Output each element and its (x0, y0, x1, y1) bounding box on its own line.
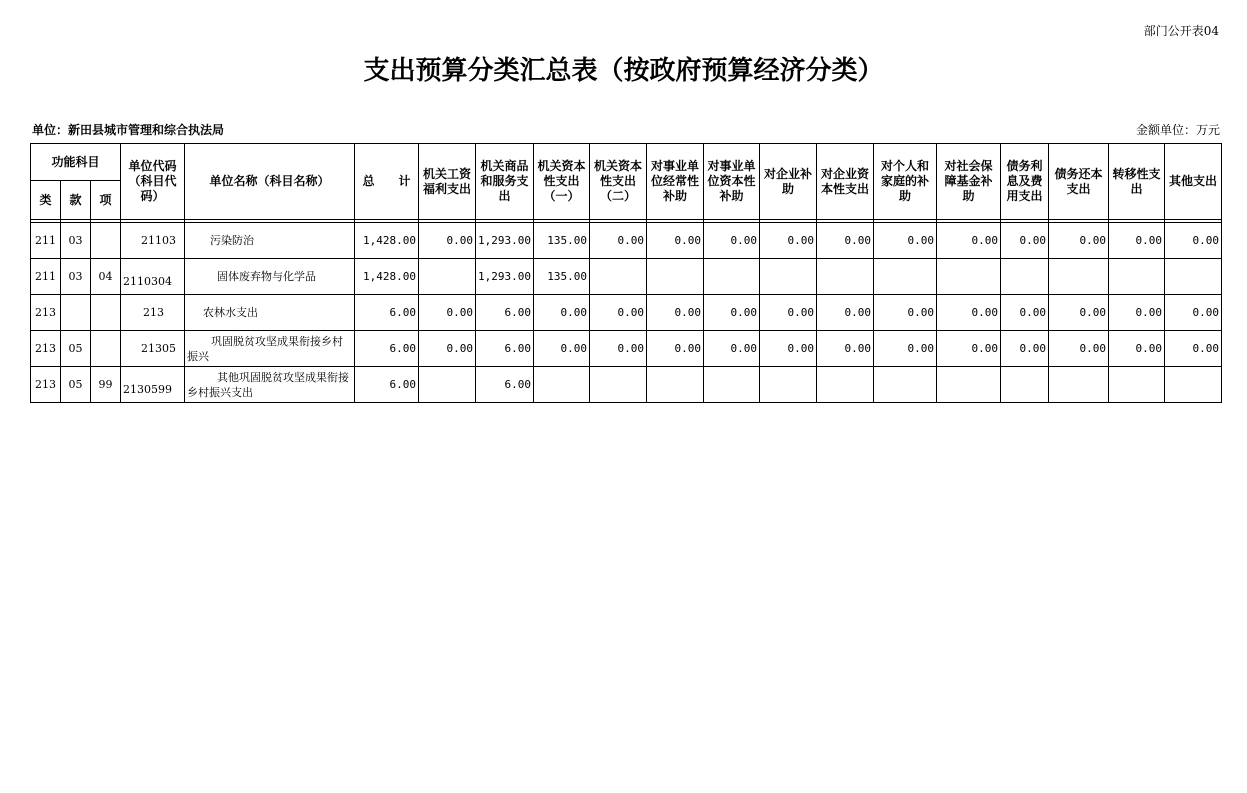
cell-amount: 135.00 (533, 259, 589, 295)
cell-amount: 0.00 (589, 223, 646, 259)
cell-amount (816, 259, 873, 295)
cell-name: 巩固脱贫攻坚成果衔接乡村振兴 (185, 331, 355, 367)
table-body (31, 220, 1222, 403)
cell-amount (1108, 367, 1164, 403)
cell-amount (589, 259, 646, 295)
cell-amount: 6.00 (355, 295, 419, 331)
cell-amount: 0.00 (1000, 223, 1048, 259)
cell-amount: 0.00 (1000, 295, 1048, 331)
cell-amount: 0.00 (533, 331, 589, 367)
cell-amount (873, 367, 936, 403)
cell-lei: 213 (31, 295, 61, 331)
cell-amount: 0.00 (1048, 223, 1108, 259)
cell-amount (1048, 367, 1108, 403)
cell-amount (533, 367, 589, 403)
cell-amount: 0.00 (646, 223, 703, 259)
cell-amount: 0.00 (533, 295, 589, 331)
cell-amount: 0.00 (646, 331, 703, 367)
cell-amount: 0.00 (419, 223, 476, 259)
cell-amount: 0.00 (759, 331, 816, 367)
cell-lei: 211 (31, 259, 61, 295)
header-xiang: 项 (91, 181, 121, 220)
header-col10: 对社会保障基金补助 (936, 144, 1000, 220)
cell-amount: 0.00 (1164, 331, 1221, 367)
cell-amount: 0.00 (1108, 331, 1164, 367)
cell-amount (703, 259, 759, 295)
header-col4: 机关资本性支出（二） (589, 144, 646, 220)
cell-amount: 0.00 (936, 295, 1000, 331)
cell-amount (759, 367, 816, 403)
cell-kuan: 03 (61, 259, 91, 295)
header-col1: 机关工资福利支出 (419, 144, 476, 220)
cell-amount: 0.00 (703, 331, 759, 367)
unit-label: 单位：新田县城市管理和综合执法局 (32, 123, 225, 137)
header-col5: 对事业单位经常性补助 (646, 144, 703, 220)
cell-amount (1048, 259, 1108, 295)
table-row (31, 259, 1222, 295)
header-col12: 债务还本支出 (1048, 144, 1108, 220)
cell-amount: 0.00 (759, 295, 816, 331)
cell-code: 2110304 (121, 259, 185, 295)
header-lei: 类 (31, 181, 61, 220)
cell-kuan: 03 (61, 223, 91, 259)
cell-amount: 0.00 (1108, 223, 1164, 259)
cell-amount: 1,428.00 (355, 259, 419, 295)
cell-lei: 211 (31, 223, 61, 259)
cell-amount: 0.00 (703, 295, 759, 331)
cell-amount: 0.00 (1108, 295, 1164, 331)
header-col8: 对企业资本性支出 (816, 144, 873, 220)
cell-lei: 213 (31, 367, 61, 403)
cell-amount: 6.00 (476, 295, 534, 331)
cell-amount: 0.00 (816, 295, 873, 331)
form-number: 部门公开表04 (1143, 24, 1219, 38)
cell-amount (1000, 259, 1048, 295)
table-row (31, 331, 1222, 367)
header-col14: 其他支出 (1164, 144, 1221, 220)
cell-amount (589, 367, 646, 403)
cell-amount: 6.00 (355, 367, 419, 403)
cell-xiang: 04 (91, 259, 121, 295)
cell-amount (1164, 259, 1221, 295)
cell-amount (936, 259, 1000, 295)
header-col7: 对企业补助 (759, 144, 816, 220)
header-col6: 对事业单位资本性补助 (703, 144, 759, 220)
header-col2: 机关商品和服务支出 (476, 144, 534, 220)
cell-amount: 1,293.00 (476, 259, 534, 295)
header-unit-name: 单位名称（科目名称） (185, 144, 355, 220)
cell-xiang: 99 (91, 367, 121, 403)
cell-amount: 0.00 (816, 223, 873, 259)
amount-unit-label: 金额单位：万元 (1135, 123, 1220, 137)
cell-amount (1108, 259, 1164, 295)
cell-amount: 6.00 (355, 331, 419, 367)
cell-kuan (61, 295, 91, 331)
cell-name: 固体废弃物与化学品 (185, 259, 355, 295)
cell-amount: 0.00 (589, 295, 646, 331)
cell-amount: 0.00 (873, 295, 936, 331)
cell-name: 农林水支出 (185, 295, 355, 331)
table-row (31, 295, 1222, 331)
header-col9: 对个人和家庭的补助 (873, 144, 936, 220)
cell-amount (873, 259, 936, 295)
cell-amount: 0.00 (873, 331, 936, 367)
cell-amount (419, 259, 476, 295)
cell-amount (646, 259, 703, 295)
cell-amount: 0.00 (1164, 295, 1221, 331)
cell-amount: 0.00 (873, 223, 936, 259)
header-func-subject: 功能科目 (31, 144, 121, 181)
cell-amount: 0.00 (816, 331, 873, 367)
header-total: 总 计 (355, 144, 419, 220)
cell-amount: 0.00 (419, 331, 476, 367)
cell-amount: 0.00 (646, 295, 703, 331)
page-title: 支出预算分类汇总表（按政府预算经济分类） (363, 56, 884, 86)
cell-amount: 6.00 (476, 367, 534, 403)
cell-amount: 1,428.00 (355, 223, 419, 259)
cell-amount: 0.00 (703, 223, 759, 259)
cell-amount: 135.00 (533, 223, 589, 259)
cell-amount (646, 367, 703, 403)
cell-amount (703, 367, 759, 403)
cell-xiang (91, 331, 121, 367)
cell-amount: 0.00 (1048, 295, 1108, 331)
cell-name: 其他巩固脱贫攻坚成果衔接乡村振兴支出 (185, 367, 355, 403)
cell-amount: 0.00 (419, 295, 476, 331)
header-col3: 机关资本性支出（一） (533, 144, 589, 220)
budget-table (30, 143, 1222, 403)
table-row (31, 367, 1222, 403)
cell-amount (936, 367, 1000, 403)
cell-amount (419, 367, 476, 403)
header-unit-code: 单位代码（科目代码） (121, 144, 185, 220)
table-row (31, 223, 1222, 259)
header-col11: 债务利息及费用支出 (1000, 144, 1048, 220)
cell-amount (816, 367, 873, 403)
cell-name: 污染防治 (185, 223, 355, 259)
header-col13: 转移性支出 (1108, 144, 1164, 220)
cell-amount: 1,293.00 (476, 223, 534, 259)
cell-amount: 0.00 (936, 223, 1000, 259)
cell-code: 21103 (121, 223, 185, 259)
cell-lei: 213 (31, 331, 61, 367)
cell-amount: 6.00 (476, 331, 534, 367)
cell-xiang (91, 223, 121, 259)
cell-amount: 0.00 (1048, 331, 1108, 367)
cell-kuan: 05 (61, 331, 91, 367)
cell-amount (1000, 367, 1048, 403)
header-kuan: 款 (61, 181, 91, 220)
cell-kuan: 05 (61, 367, 91, 403)
cell-amount: 0.00 (1000, 331, 1048, 367)
cell-amount (759, 259, 816, 295)
cell-amount: 0.00 (589, 331, 646, 367)
cell-code: 21305 (121, 331, 185, 367)
cell-code: 2130599 (121, 367, 185, 403)
cell-amount: 0.00 (1164, 223, 1221, 259)
cell-code: 213 (121, 295, 185, 331)
cell-amount: 0.00 (759, 223, 816, 259)
cell-xiang (91, 295, 121, 331)
cell-amount (1164, 367, 1221, 403)
cell-amount: 0.00 (936, 331, 1000, 367)
